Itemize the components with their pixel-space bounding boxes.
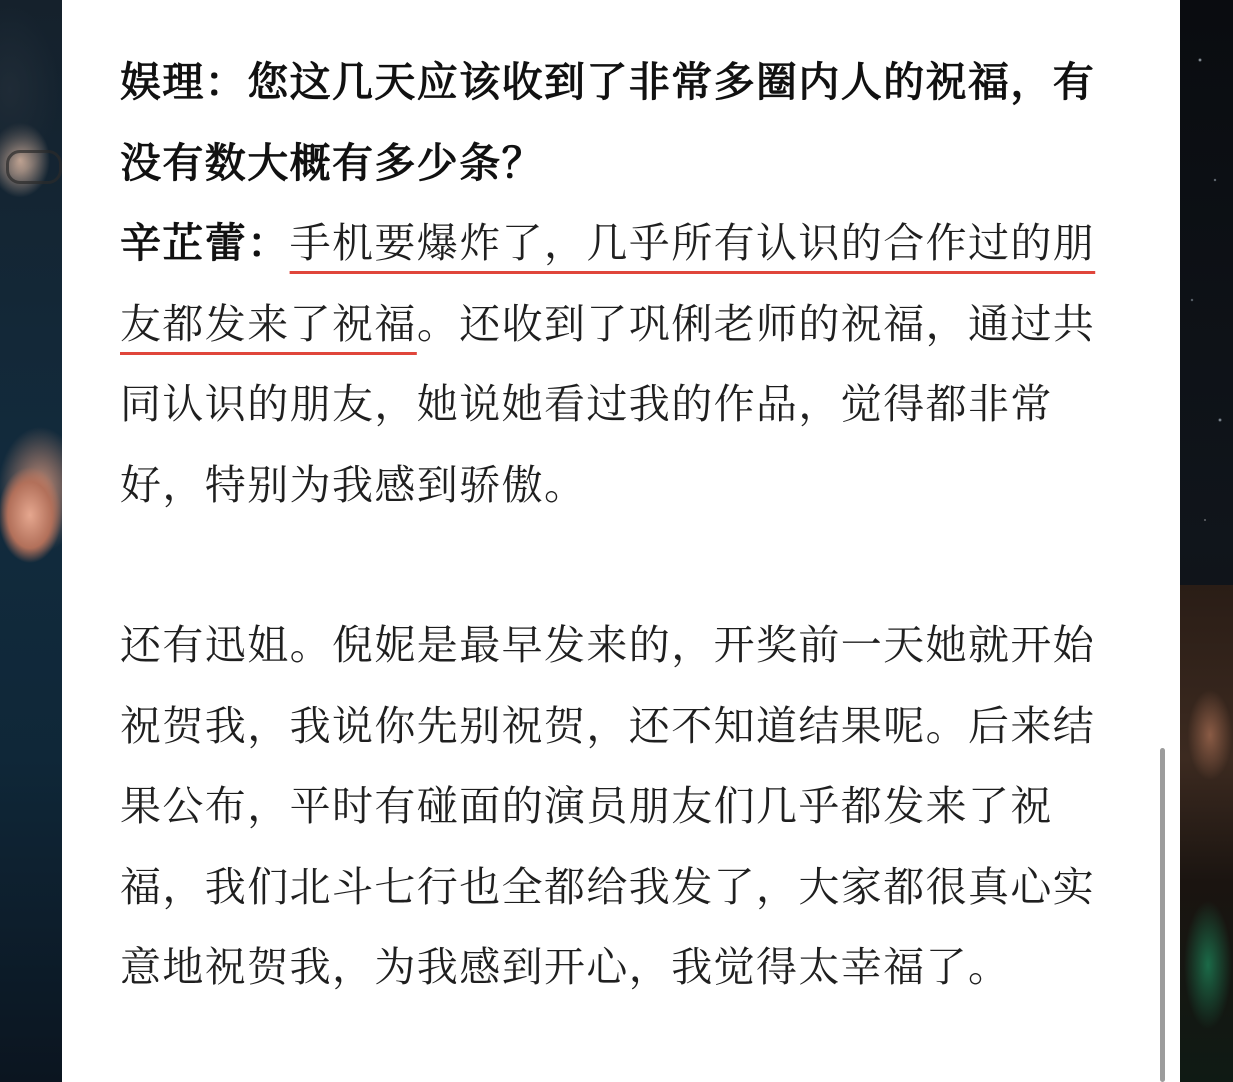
hands-shape [0,455,62,585]
question-text: 您这几天应该收到了非常多圈内人的祝福，有没有数大概有多少条？ [120,58,1096,187]
paragraph-answer-1 [120,203,1130,525]
highlighted-text: 手机要爆炸了，几乎所有认识的合作过的朋友都发来了祝福 [120,219,1096,348]
scrollbar-thumb[interactable] [1160,748,1165,1082]
article-content [120,42,1130,1008]
answer-text-1: 。还收到了巩俐老师的祝福，通过共同认识的朋友，她说她看过我的作品，觉得都非常好，特别为我感到骄傲。 [120,299,1096,509]
right-video-strip [1180,0,1233,1082]
article-card [62,0,1180,1082]
speaker-interviewer: 娱理： [120,58,248,106]
left-video-strip [0,0,62,1082]
paragraph-question [120,42,1130,203]
paragraph-answer-2 [120,605,1130,1008]
paragraph-gap [120,525,1130,605]
answer-text-2: 还有迅姐。倪妮是最早发来的，开奖前一天她就开始祝贺我，我说你先别祝贺，还不知道结果呢。后来结果公布，平时有碰面的演员朋友们几乎都发来了祝福，我们北斗七行也全都给我发了，大家都很真心实意地祝贺我，为我感到开心，我觉得太幸福了。 [120,621,1096,991]
glasses-shape [6,150,62,184]
right-scene [1180,585,1233,1082]
speaker-interviewee: 辛芷蕾： [120,219,290,267]
